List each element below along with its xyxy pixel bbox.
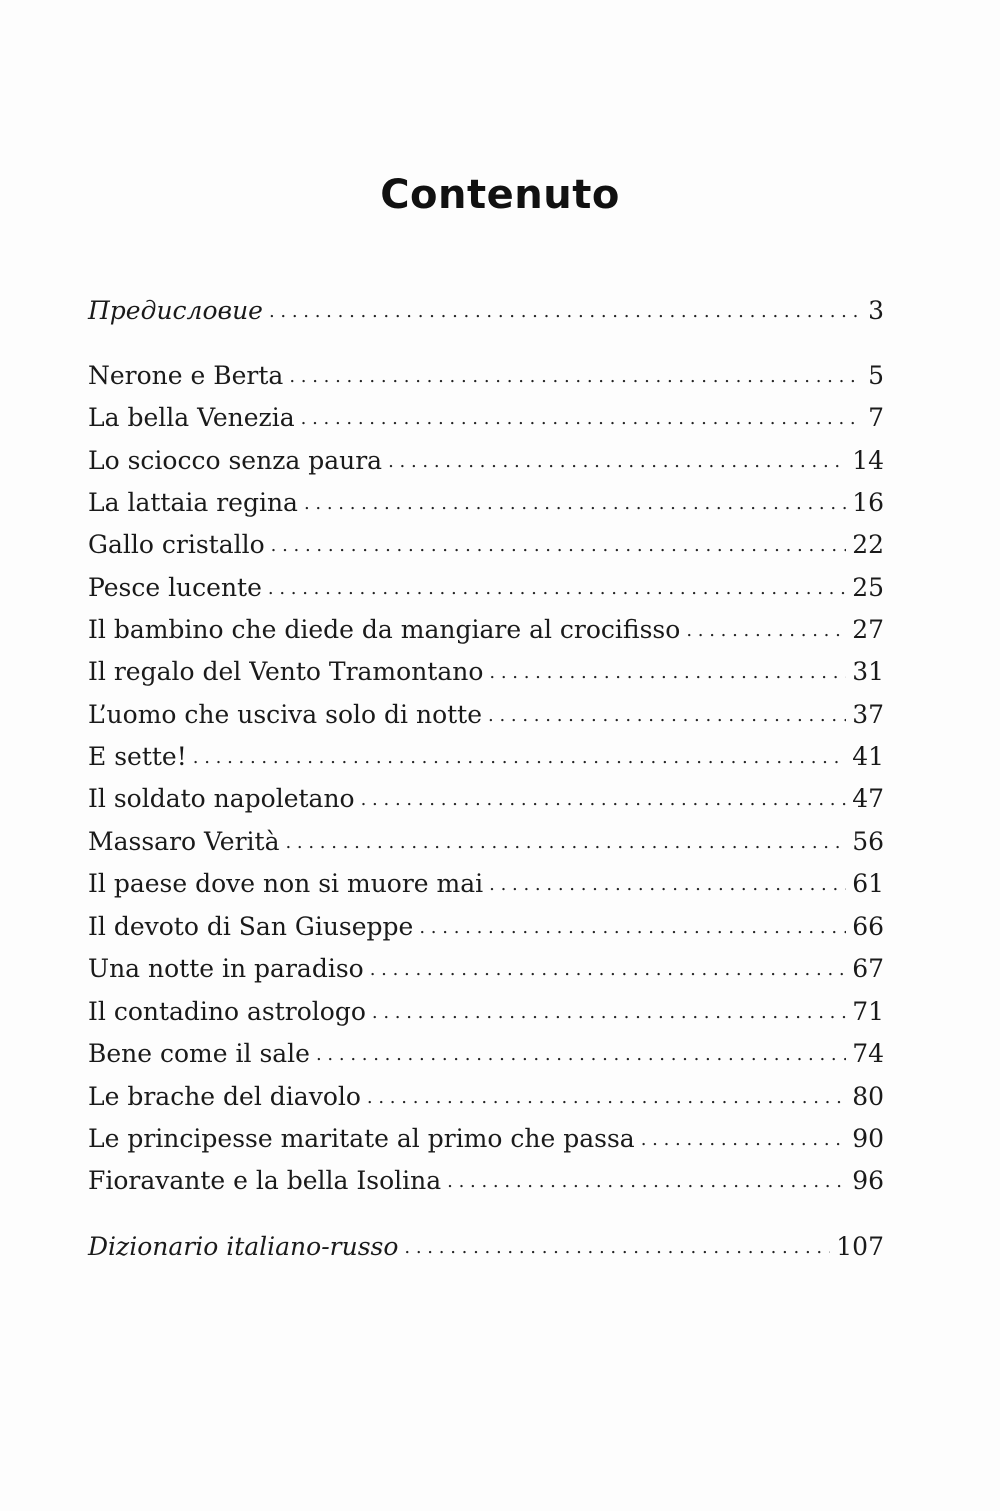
toc-entry-label: Il soldato napoletano	[88, 784, 355, 813]
toc-entry-label: Una notte in paradiso	[88, 954, 364, 983]
toc-entry-page: 71	[852, 997, 884, 1026]
toc-entry-label: E sette!	[88, 742, 187, 771]
toc-entry-page: 37	[852, 700, 884, 729]
toc-entry[interactable]	[88, 781, 884, 817]
toc-entry[interactable]	[88, 1079, 884, 1115]
toc-entry-page: 90	[852, 1124, 884, 1153]
toc-entry-label: Il contadino astrologo	[88, 997, 366, 1026]
toc-entry-page: 16	[852, 488, 884, 517]
toc-entry-page: 96	[852, 1166, 884, 1195]
dot-leader	[489, 867, 846, 903]
toc-entry-page: 3	[868, 296, 884, 325]
toc-entry-label: Bene come il sale	[88, 1039, 310, 1068]
toc-entry-page: 14	[852, 446, 884, 475]
dot-leader	[285, 825, 846, 861]
toc-entry-page: 47	[852, 784, 884, 813]
toc-entry-label: La lattaia regina	[88, 488, 298, 517]
toc-entry[interactable]	[88, 612, 884, 648]
toc-entry[interactable]	[88, 485, 884, 521]
dot-leader	[316, 1037, 846, 1073]
dot-leader	[301, 401, 862, 437]
dot-leader	[304, 486, 846, 522]
page-title: Contenuto	[380, 172, 620, 218]
dot-leader	[489, 655, 846, 691]
dot-leader	[268, 571, 846, 607]
toc-entry-page: 61	[852, 869, 884, 898]
toc-entry[interactable]	[88, 1121, 884, 1157]
toc-entry-page: 107	[836, 1232, 884, 1261]
toc-entry-page: 25	[852, 573, 884, 602]
toc-entry[interactable]	[88, 739, 884, 775]
toc-entry[interactable]	[88, 570, 884, 606]
toc-entry-label: Le brache del diavolo	[88, 1082, 361, 1111]
toc-entry[interactable]	[88, 824, 884, 860]
toc-entry-page: 31	[852, 657, 884, 686]
toc-entry-page: 80	[852, 1082, 884, 1111]
dot-leader	[370, 952, 846, 988]
toc-entry-dictionary[interactable]	[88, 1229, 884, 1265]
toc-entry-page: 27	[852, 615, 884, 644]
dot-leader	[361, 782, 847, 818]
toc-entry-page: 41	[852, 742, 884, 771]
toc-entry-label: Le principesse maritate al primo che passa	[88, 1124, 635, 1153]
toc-entry-label: L’uomo che usciva solo di notte	[88, 700, 483, 729]
toc-entry-label: Il bambino che diede da mangiare al crocifisso	[88, 615, 681, 644]
toc-entry-label: Il devoto di San Giuseppe	[88, 912, 414, 941]
toc-entry[interactable]	[88, 400, 884, 436]
toc-entry[interactable]	[88, 654, 884, 690]
dot-leader	[404, 1230, 830, 1266]
toc-entry-label: Предисловие	[88, 296, 263, 325]
dot-leader	[289, 359, 862, 395]
dot-leader	[193, 740, 846, 776]
toc-entry-page: 22	[852, 530, 884, 559]
toc-entry[interactable]	[88, 1036, 884, 1072]
toc-entry-label: Gallo cristallo	[88, 530, 265, 559]
toc-entry-page: 5	[868, 361, 884, 390]
toc-entry-label: Fioravante e la bella Isolina	[88, 1166, 442, 1195]
toc-entry[interactable]	[88, 527, 884, 563]
dot-leader	[447, 1164, 846, 1200]
toc-entry[interactable]	[88, 951, 884, 987]
toc-entry-page: 56	[852, 827, 884, 856]
dot-leader	[641, 1122, 846, 1158]
toc-entry[interactable]	[88, 994, 884, 1030]
toc-entry-label: Lo sciocco senza paura	[88, 446, 383, 475]
toc-entry[interactable]	[88, 443, 884, 479]
dot-leader	[271, 528, 847, 564]
dot-leader	[367, 1080, 846, 1116]
toc-entry-label: Il paese dove non si muore mai	[88, 869, 484, 898]
toc-entry[interactable]	[88, 697, 884, 733]
toc-entry-page: 74	[852, 1039, 884, 1068]
toc-entry-page: 66	[852, 912, 884, 941]
dot-leader	[388, 444, 846, 480]
dot-leader	[372, 995, 846, 1031]
toc-entry-label: La bella Venezia	[88, 403, 295, 432]
dot-leader	[686, 613, 846, 649]
toc-entry-label: Nerone e Berta	[88, 361, 284, 390]
toc-entry-label: Dizionario italiano-russo	[88, 1232, 399, 1261]
toc-entry[interactable]	[88, 1163, 884, 1199]
toc-entry-page: 7	[868, 403, 884, 432]
toc-entry-label: Massaro Verità	[88, 827, 280, 856]
toc-entry-page: 67	[852, 954, 884, 983]
toc-entry[interactable]	[88, 909, 884, 945]
toc-entry-preface[interactable]	[88, 293, 884, 329]
toc-entry[interactable]	[88, 358, 884, 394]
toc-entry-label: Pesce lucente	[88, 573, 262, 602]
dot-leader	[488, 698, 846, 734]
toc-entry-label: Il regalo del Vento Tramontano	[88, 657, 484, 686]
toc-entry[interactable]	[88, 866, 884, 902]
dot-leader	[269, 294, 862, 330]
dot-leader	[419, 910, 846, 946]
